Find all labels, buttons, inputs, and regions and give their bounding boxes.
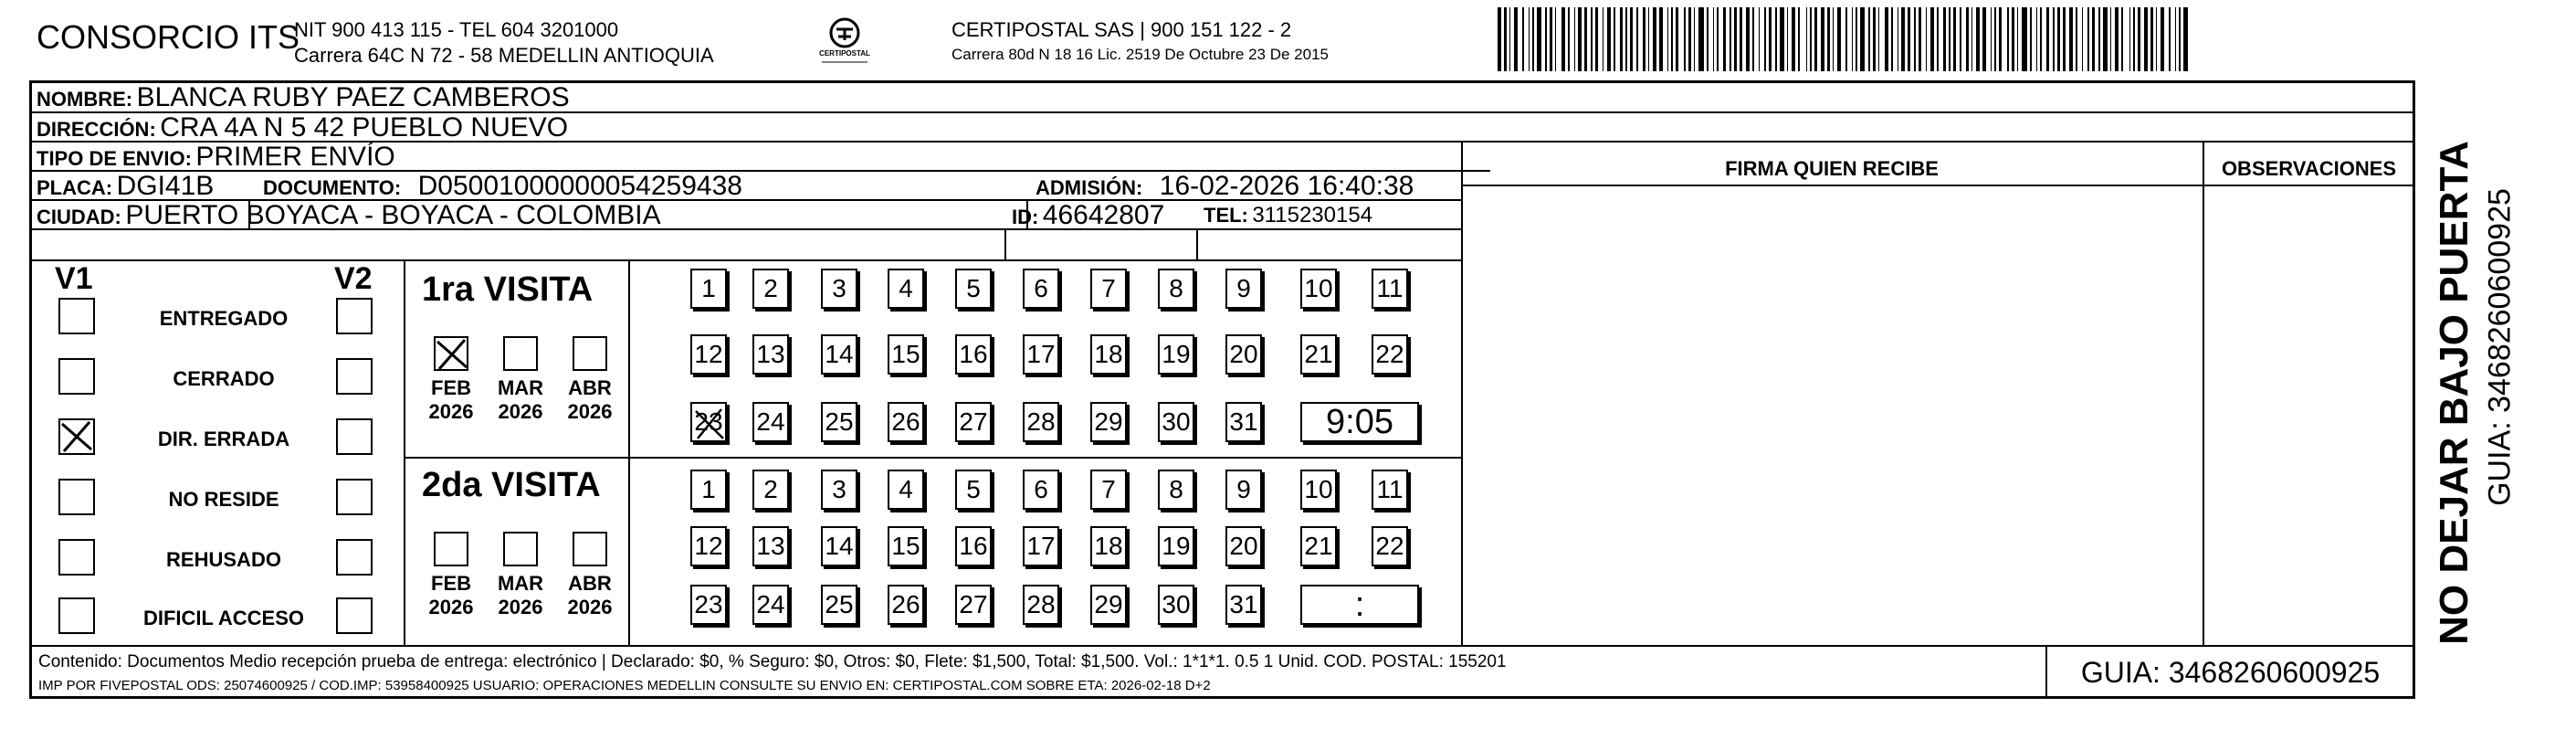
visit1-day-box: 10 [1300, 269, 1337, 309]
barcode-bar [2179, 7, 2181, 71]
barcode-bar [1937, 7, 1939, 71]
tipo-label: TIPO DE ENVIO: [37, 147, 192, 170]
barcode-bar [1653, 7, 1656, 71]
barcode-bar [1694, 7, 1695, 71]
barcode-bar [1698, 7, 1704, 71]
company-nit: NIT 900 413 115 - TEL 604 3201000 [294, 18, 619, 41]
barcode-bar [1636, 7, 1638, 71]
visit2-day-box: 15 [888, 526, 924, 566]
visit2-day-box: 24 [752, 585, 789, 625]
barcode-bar [1643, 7, 1645, 71]
visit1-day-box: 22 [1372, 334, 1408, 375]
visit1-day-box: 17 [1023, 334, 1059, 375]
visit2-day-box: 30 [1158, 585, 1194, 625]
visit1-day-box: 30 [1158, 402, 1194, 442]
visit2-day-box: 23 [690, 585, 727, 625]
barcode-bar [1578, 7, 1582, 71]
nombre-value: BLANCA RUBY PAEZ CAMBEROS [136, 82, 570, 112]
barcode-bar [1752, 7, 1754, 71]
barcode-bar [1949, 7, 1950, 71]
status-option-label: DIR. ERRADA [157, 428, 290, 450]
barcode-bar [2144, 7, 2148, 71]
barcode-bar [1688, 7, 1691, 71]
visit2-month-box [503, 532, 538, 566]
v2-checkbox [336, 358, 373, 395]
visit2-day-box: 17 [1023, 526, 1059, 566]
barcode-bar [2150, 7, 2153, 71]
field-admision [1036, 171, 1414, 202]
barcode-bar [1891, 7, 1893, 71]
barcode-bar [2017, 7, 2018, 71]
visit2-day-box: 28 [1023, 585, 1059, 625]
observaciones-heading: OBSERVACIONES [2221, 157, 2397, 180]
no-dejar-bajo-puerta: NO DEJAR BAJO PUERTA [2432, 141, 2476, 645]
barcode-bar [2057, 7, 2060, 71]
visit2-month-box [573, 532, 607, 566]
barcode-bar [2161, 7, 2164, 71]
status-option-label: NO RESIDE [168, 488, 279, 511]
barcode-bar [1845, 7, 1847, 71]
barcode-bar [1730, 7, 1731, 71]
visit2-time-box: : [1300, 585, 1419, 625]
visit2-month-label [561, 572, 619, 619]
carrier-name: CERTIPOSTAL SAS | 900 151 122 - 2 [952, 18, 1292, 41]
barcode-bar [1860, 7, 1865, 71]
visit1-day-box: 16 [955, 334, 992, 375]
visit1-day-box: 15 [888, 334, 924, 375]
barcode-bar [1868, 7, 1870, 71]
footer-imp: IMP POR FIVEPOSTAL ODS: 25074600925 / COD.IMP: 53958400925 USUARIO: OPERACIONES MEDELLIN CONSULTE SU ENVIO EN: CERTIPOSTAL.COM SOBRE ETA: 2026-02-18 D+2 [38, 678, 1211, 693]
tel-label: TEL: [1204, 204, 1248, 227]
barcode-bar [1591, 7, 1593, 71]
direccion-label: DIRECCIÓN: [37, 118, 156, 141]
visit1-day-box: 2 [752, 269, 789, 309]
visit1-day-box: 24 [752, 402, 789, 442]
tel-value: 3115230154 [1252, 203, 1373, 227]
barcode-bar [1545, 7, 1547, 71]
visit1-month-year: 2026 [567, 400, 613, 423]
visit1-month-label [491, 376, 550, 424]
barcode-bar [1821, 7, 1824, 71]
barcode-bar [1713, 7, 1714, 71]
v2-checkbox [336, 479, 373, 515]
v2-checkbox [336, 539, 373, 576]
visit1-title: 1ra VISITA [422, 270, 594, 309]
documento-label: DOCUMENTO: [263, 176, 402, 199]
barcode-bar [1873, 7, 1876, 71]
barcode-bar [1971, 7, 1972, 71]
visit1-day-box: 3 [821, 269, 857, 309]
barcode-bar [2063, 7, 2066, 71]
footer-guia: GUIA: 3468260600925 [2080, 656, 2381, 689]
visit2-month-label [491, 572, 550, 619]
barcode-bar [1885, 7, 1888, 71]
barcode-bar [1723, 7, 1726, 71]
visit2-month-year: 2026 [428, 596, 474, 618]
barcode-bar [1537, 7, 1541, 71]
visit1-month-name: FEB [431, 376, 471, 399]
visit2-month-year: 2026 [567, 596, 613, 618]
footer-content: Contenido: Documentos Medio recepción prueba de entrega: electrónico | Declarado: $0, % Seguro: $0, Otros: $0, Flete: $1,500, Total: $1,500. Vol.: 1*1*1. 0.5 1 Unid. COD. POSTAL: 155201 [38, 652, 1507, 671]
barcode-bar [1769, 7, 1772, 71]
barcode-bar [2110, 7, 2111, 71]
visit1-day-box: 12 [690, 334, 727, 375]
visit1-month-year: 2026 [498, 400, 543, 423]
barcode-bar [1926, 7, 1927, 71]
visit2-day-box: 16 [955, 526, 992, 566]
barcode-bar [1684, 7, 1686, 71]
barcode-bar [1614, 7, 1615, 71]
field-placa [37, 171, 214, 202]
visit1-day-box: 8 [1158, 269, 1194, 309]
barcode-bar [1930, 7, 1934, 71]
barcode-bar [2053, 7, 2055, 71]
visit1-day-box: 26 [888, 402, 924, 442]
barcode-bar [1759, 7, 1760, 71]
visit2-day-box: 29 [1090, 585, 1127, 625]
visit2-day-box: 3 [821, 470, 857, 510]
barcode-bar [1792, 7, 1795, 71]
barcode-bar [2138, 7, 2140, 71]
barcode-bar [2129, 7, 2130, 71]
visit1-month-year: 2026 [428, 400, 474, 423]
visit1-time-box: 9:05 [1300, 402, 1419, 442]
ciudad-value: PUERTO BOYACA - BOYACA - COLOMBIA [125, 200, 661, 230]
visit2-day-box: 26 [888, 585, 924, 625]
barcode-bar [1504, 7, 1507, 71]
visit1-day-box: 28 [1023, 402, 1059, 442]
v2-checkbox [336, 597, 373, 634]
barcode-bar [1514, 7, 1518, 71]
barcode-bar [1568, 7, 1570, 71]
visit2-day-box: 27 [955, 585, 992, 625]
visit2-day-box: 13 [752, 526, 789, 566]
visit1-day-box: 7 [1090, 269, 1127, 309]
barcode-bar [2012, 7, 2014, 71]
barcode-bar [2022, 7, 2027, 71]
barcode-bar [1746, 7, 1750, 71]
barcode-bar [1806, 7, 1807, 71]
barcode-bar [2046, 7, 2049, 71]
visit2-day-box: 22 [1372, 526, 1408, 566]
visit2-month-name: ABR [568, 572, 612, 595]
v1-checkbox [58, 418, 95, 455]
barcode-bar [1991, 7, 1992, 71]
visit1-month-name: ABR [568, 376, 612, 399]
barcode-bar [1498, 7, 1501, 71]
visit2-day-box: 31 [1225, 585, 1262, 625]
visit1-month-name: MAR [497, 376, 544, 399]
barcode-bar [2087, 7, 2089, 71]
visit2-title: 2da VISITA [422, 466, 601, 504]
admision-value: 16-02-2026 16:40:38 [1159, 171, 1414, 201]
v2-checkbox [336, 298, 373, 334]
side-guia: GUIA: 3468260600925 [2482, 188, 2518, 506]
placa-value: DGI41B [116, 171, 215, 201]
barcode-bar [1775, 7, 1777, 71]
barcode-bar [1798, 7, 1800, 71]
visit2-day-box: 6 [1023, 470, 1059, 510]
barcode-bar [2069, 7, 2073, 71]
visit1-month-box [573, 336, 607, 371]
visit1-day-box: 6 [1023, 269, 1059, 309]
field-documento [263, 171, 742, 202]
barcode-bar [1833, 7, 1834, 71]
barcode-bar [2076, 7, 2077, 71]
visit2-day-box: 21 [1300, 526, 1337, 566]
visit2-day-box: 7 [1090, 470, 1127, 510]
visit1-day-box: 4 [888, 269, 924, 309]
visit1-month-label [561, 376, 619, 424]
barcode-bar [1574, 7, 1575, 71]
company-address: Carrera 64C N 72 - 58 MEDELLIN ANTIOQUIA [294, 44, 714, 67]
visit1-day-box: 31 [1225, 402, 1262, 442]
barcode-bar [1659, 7, 1663, 71]
visit2-month-year: 2026 [498, 596, 543, 618]
barcode-bar [1901, 7, 1905, 71]
barcode-bar [1561, 7, 1565, 71]
barcode-bar [1780, 7, 1784, 71]
barcode-bar [1595, 7, 1598, 71]
barcode-bar [1522, 7, 1524, 71]
visit2-day-box: 11 [1372, 470, 1408, 510]
visit1-day-box: 25 [821, 402, 857, 442]
tipo-value: PRIMER ENVÍO [195, 142, 395, 172]
barcode-bar [2121, 7, 2123, 71]
visit1-day-box: 18 [1090, 334, 1127, 375]
barcode-bar [2156, 7, 2157, 71]
visit2-day-box: 19 [1158, 526, 1194, 566]
barcode-bar [1994, 7, 1996, 71]
barcode-bar [2030, 7, 2032, 71]
barcode-bar [2183, 7, 2188, 71]
status-option-label: ENTREGADO [159, 307, 289, 330]
visit2-month-name: FEB [431, 572, 471, 595]
visit2-day-box: 2 [752, 470, 789, 510]
visit1-day-box: 11 [1372, 269, 1408, 309]
v1-checkbox [58, 358, 95, 395]
v1-checkbox [58, 539, 95, 576]
barcode-bar [2036, 7, 2037, 71]
field-ciudad [37, 200, 661, 231]
field-direccion [37, 112, 568, 143]
visit1-day-box: 21 [1300, 334, 1337, 375]
visit1-day-box: 19 [1158, 334, 1194, 375]
barcode-bar [1878, 7, 1879, 71]
barcode-bar [1943, 7, 1946, 71]
v1-checkbox [58, 298, 95, 334]
visit2-day-box: 8 [1158, 470, 1194, 510]
id-label: ID: [1012, 206, 1039, 228]
logo-text: CERTIPOSTAL [819, 49, 870, 58]
barcode-bar [1671, 7, 1673, 71]
barcode-bar [2007, 7, 2009, 71]
barcode-bar [1814, 7, 1817, 71]
visit1-day-box: 1 [690, 269, 727, 309]
visit1-month-box [434, 336, 468, 371]
barcode-bar [1550, 7, 1552, 71]
day-x-mark [692, 404, 729, 444]
barcode-bar [1966, 7, 1969, 71]
carrier-address: Carrera 80d N 18 16 Lic. 2519 De Octubre 23 De 2015 [952, 46, 1329, 63]
barcode-bar [2169, 7, 2171, 71]
status-option-label: CERRADO [173, 367, 275, 390]
visit1-day-box: 9 [1225, 269, 1262, 309]
placa-label: PLACA: [37, 176, 113, 199]
barcode-bar [1740, 7, 1742, 71]
visit2-day-box: 10 [1300, 470, 1337, 510]
visit2-day-box: 4 [888, 470, 924, 510]
visit2-day-box: 14 [821, 526, 857, 566]
barcode-bar [1960, 7, 1961, 71]
barcode-bar [1555, 7, 1556, 71]
barcode-bar [2092, 7, 2095, 71]
field-tipo-envio [37, 142, 395, 173]
documento-value: D05001000000054259438 [417, 171, 742, 201]
barcode-bar [1976, 7, 1980, 71]
nombre-label: NOMBRE: [37, 88, 133, 111]
visit1-month-label [422, 376, 480, 424]
barcode-bar [2040, 7, 2042, 71]
barcode-bar [1648, 7, 1649, 71]
barcode-bar [1982, 7, 1986, 71]
barcode-bar [2115, 7, 2119, 71]
status-option-label: DIFICIL ACCESO [142, 607, 304, 629]
certipostal-logo [813, 15, 877, 66]
visit2-day-box: 18 [1090, 526, 1127, 566]
barcode-bar [2098, 7, 2100, 71]
barcode-bar [1787, 7, 1788, 71]
firma-heading: FIRMA QUIEN RECIBE [1725, 157, 1939, 180]
visit1-day-box: 14 [821, 334, 857, 375]
barcode-bar [1584, 7, 1587, 71]
barcode-bar [1625, 7, 1627, 71]
barcode-bar [1827, 7, 1830, 71]
visit1-day-box: 5 [955, 269, 992, 309]
barcode-bar [1953, 7, 1956, 71]
barcode-bar [1810, 7, 1812, 71]
field-tel [1204, 203, 1372, 228]
visit1-day-box: 29 [1090, 402, 1127, 442]
barcode-bar [2175, 7, 2176, 71]
visit1-month-box [503, 336, 538, 371]
visit1-day-box: 27 [955, 402, 992, 442]
barcode-bar [1509, 7, 1510, 71]
barcode-bar [1919, 7, 1921, 71]
v1-label: V1 [55, 261, 93, 296]
visit1-day-box: 13 [752, 334, 789, 375]
barcode-bar [1914, 7, 1916, 71]
barcode [1498, 7, 2192, 71]
v1-checkbox [58, 597, 95, 634]
v1-checkbox [58, 479, 95, 515]
visit2-month-box [434, 532, 468, 566]
barcode-bar [1667, 7, 1668, 71]
barcode-bar [2133, 7, 2135, 71]
visit2-month-name: MAR [497, 572, 544, 595]
visit2-day-box: 9 [1225, 470, 1262, 510]
v2-label: V2 [334, 261, 373, 296]
visit2-day-box: 12 [690, 526, 727, 566]
ciudad-label: CIUDAD: [37, 206, 121, 228]
barcode-bar [1529, 7, 1530, 71]
id-value: 46642807 [1042, 200, 1165, 230]
barcode-bar [1707, 7, 1709, 71]
barcode-bar [1676, 7, 1678, 71]
barcode-bar [1856, 7, 1857, 71]
visit2-day-box: 25 [821, 585, 857, 625]
visit2-month-label [422, 572, 480, 619]
barcode-bar [1999, 7, 2002, 71]
visit1-day-box: 23 [690, 402, 727, 442]
barcode-bar [1908, 7, 1910, 71]
barcode-bar [2082, 7, 2083, 71]
barcode-bar [1852, 7, 1853, 71]
barcode-bar [1837, 7, 1841, 71]
visit1-day-box: 20 [1225, 334, 1262, 375]
v2-checkbox [336, 418, 373, 455]
barcode-bar [1717, 7, 1719, 71]
visit2-day-box: 5 [955, 470, 992, 510]
direccion-value: CRA 4A N 5 42 PUEBLO NUEVO [160, 112, 569, 143]
company-name: CONSORCIO ITS [37, 18, 300, 56]
barcode-bar [1764, 7, 1766, 71]
visit2-day-box: 20 [1225, 526, 1262, 566]
barcode-bar [2103, 7, 2108, 71]
visit2-day-box: 1 [690, 470, 727, 510]
field-nombre [37, 82, 570, 113]
status-option-label: REHUSADO [166, 548, 281, 571]
field-id [1012, 200, 1164, 231]
barcode-bar [1607, 7, 1611, 71]
barcode-bar [1620, 7, 1623, 71]
barcode-bar [1734, 7, 1737, 71]
barcode-bar [1532, 7, 1534, 71]
barcode-bar [1630, 7, 1633, 71]
admision-label: ADMISIÓN: [1036, 176, 1143, 199]
